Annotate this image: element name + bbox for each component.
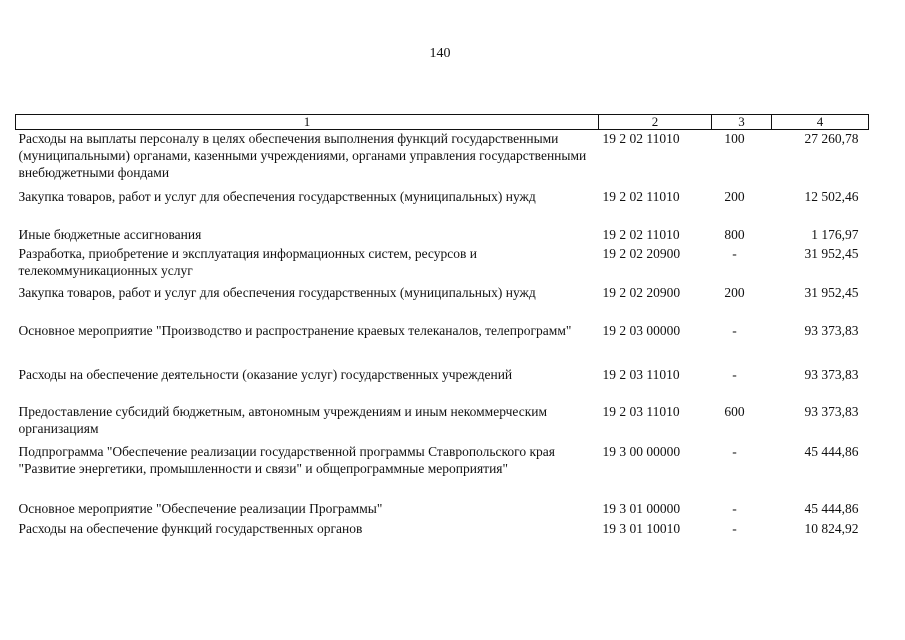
table-header-row — [16, 115, 869, 130]
row-type: - — [732, 520, 737, 536]
row-name: Расходы на выплаты персоналу в целях обеспечения выполнения функций государственными (муниципальными) органами, казенными учреждениями, органами управления государственными внебюджетными фондами — [18, 131, 587, 180]
row-type: 800 — [724, 226, 745, 242]
row-amount: 27 260,78 — [804, 131, 859, 146]
row-code: 19 3 01 10010 — [602, 520, 681, 536]
row-amount: 93 373,83 — [804, 403, 859, 419]
row-amount: 10 824,92 — [804, 520, 859, 536]
page-number: 140 — [429, 46, 451, 61]
row-name: Предоставление субсидий бюджетным, автономным учреждениям и иным некоммерческим организациям — [18, 403, 548, 436]
table-row — [16, 366, 869, 403]
row-type: - — [732, 443, 737, 459]
row-type: - — [732, 322, 737, 338]
column-header-code: 2 — [599, 115, 712, 130]
row-type: 200 — [724, 188, 745, 204]
row-amount: 93 373,83 — [804, 322, 859, 338]
row-amount: 93 373,83 — [804, 366, 859, 382]
row-amount: 45 444,86 — [804, 500, 859, 516]
column-header-amount: 4 — [772, 115, 869, 130]
row-code: 19 2 02 20900 — [602, 245, 681, 261]
row-code: 19 2 02 11010 — [602, 188, 680, 204]
row-amount: 31 952,45 — [804, 245, 859, 261]
row-code: 19 3 01 00000 — [602, 500, 681, 516]
row-code: 19 3 00 00000 — [602, 443, 681, 459]
column-header-name: 1 — [16, 115, 599, 130]
row-code: 19 2 03 11010 — [602, 403, 680, 419]
table-row — [16, 322, 869, 366]
table-row — [16, 130, 869, 188]
row-code: 19 2 03 00000 — [602, 322, 681, 338]
row-name: Закупка товаров, работ и услуг для обеспечения государственных (муниципальных) нужд — [18, 188, 536, 204]
table-row — [16, 226, 869, 245]
row-amount: 45 444,86 — [804, 443, 859, 459]
row-type: - — [732, 366, 737, 382]
row-type: 200 — [724, 284, 745, 300]
row-type: 600 — [724, 403, 745, 419]
row-name: Основное мероприятие "Производство и распространение краевых телеканалов, телепрограмм" — [18, 322, 572, 338]
row-name: Иные бюджетные ассигнования — [18, 226, 202, 242]
table-row — [16, 245, 869, 284]
row-name: Разработка, приобретение и эксплуатация информационных систем, ресурсов и телекоммуникационных услуг — [18, 245, 477, 278]
row-code: 19 2 02 11010 — [602, 226, 680, 242]
row-name: Подпрограмма "Обеспечение реализации государственной программы Ставропольского края "Развитие энергетики, промышленности и связи" и общепрограммные мероприятия" — [18, 443, 555, 476]
table-row — [16, 500, 869, 520]
row-code: 19 2 02 20900 — [602, 284, 681, 300]
table-row — [16, 403, 869, 443]
row-amount: 12 502,46 — [804, 188, 859, 204]
row-type: - — [732, 245, 737, 261]
row-amount: 31 952,45 — [804, 284, 859, 300]
row-code: 19 2 03 11010 — [602, 366, 680, 382]
row-name: Основное мероприятие "Обеспечение реализации Программы" — [18, 500, 383, 516]
budget-table — [15, 114, 869, 539]
table-row — [16, 188, 869, 226]
row-code: 19 2 02 11010 — [602, 131, 680, 146]
row-type: 100 — [724, 131, 745, 146]
row-name: Расходы на обеспечение деятельности (оказание услуг) государственных учреждений — [18, 366, 513, 382]
row-name: Расходы на обеспечение функций государственных органов — [18, 520, 363, 536]
table-row — [16, 443, 869, 500]
column-header-type: 3 — [712, 115, 772, 130]
row-type: - — [732, 500, 737, 516]
table-row — [16, 520, 869, 539]
row-amount: 1 176,97 — [811, 226, 859, 242]
row-name: Закупка товаров, работ и услуг для обеспечения государственных (муниципальных) нужд — [18, 284, 536, 300]
table-row — [16, 284, 869, 322]
